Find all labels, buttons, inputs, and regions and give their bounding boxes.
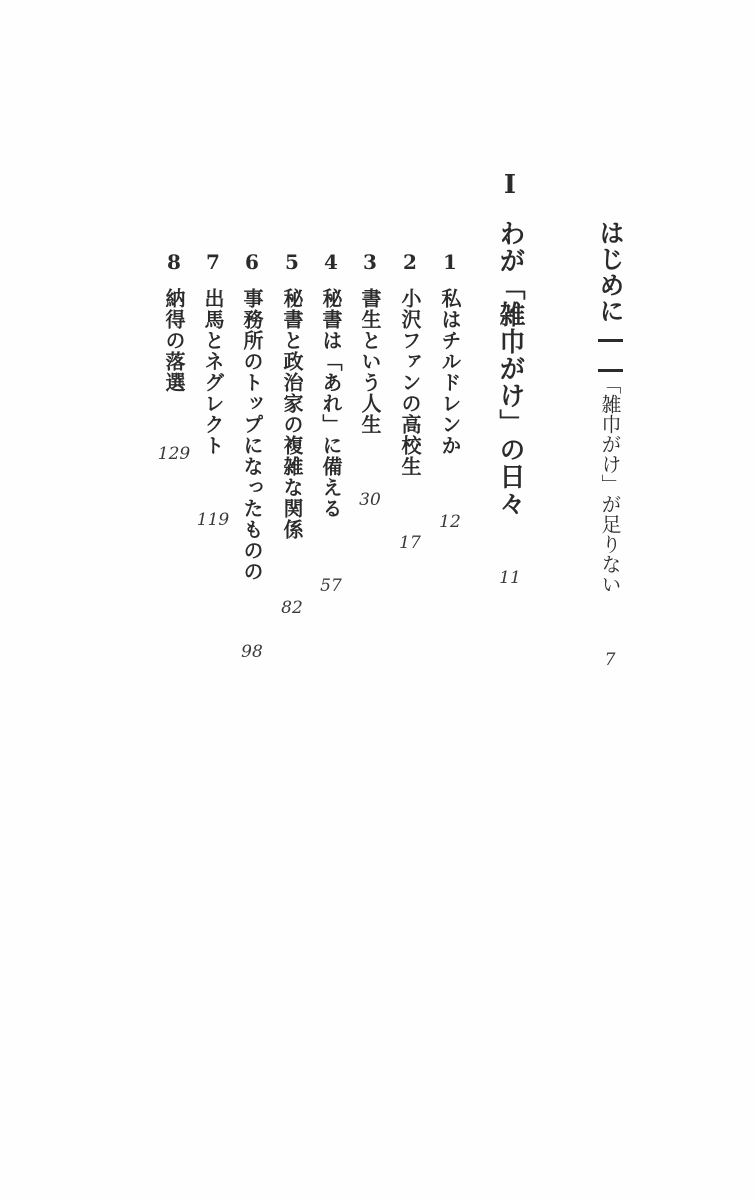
chapter-page-number: 12 xyxy=(439,512,461,532)
chapter-title: 事務所のトップになったものの xyxy=(240,288,264,582)
chapter-number: 7 xyxy=(206,250,220,274)
part-page-number: 11 xyxy=(499,568,521,588)
chapter-number: 5 xyxy=(285,250,299,274)
chapter-number: 8 xyxy=(167,250,181,274)
chapter-page-number: 17 xyxy=(399,533,421,553)
chapter-page-number: 129 xyxy=(157,444,191,464)
toc-entry-part-1[interactable] xyxy=(490,170,530,600)
chapter-title: 秘書は「あれ」に備える xyxy=(319,288,343,519)
toc-entry-chapter-7[interactable] xyxy=(193,250,233,540)
intro-subtitle: 「雑巾がけ」が足りない xyxy=(598,374,622,594)
chapter-page-number: 30 xyxy=(359,490,381,510)
chapter-page-number: 82 xyxy=(281,598,303,618)
chapter-title: 出馬とネグレクト xyxy=(201,288,225,456)
chapter-number: 4 xyxy=(324,250,338,274)
chapter-number: 3 xyxy=(363,250,377,274)
chapter-page-number: 98 xyxy=(241,642,263,662)
part-label: Ⅰ xyxy=(503,170,517,200)
toc-entry-intro[interactable] xyxy=(590,220,630,680)
chapter-title: 納得の落選 xyxy=(162,288,186,393)
toc-entry-chapter-1[interactable] xyxy=(430,250,470,540)
toc-entry-chapter-8[interactable] xyxy=(154,250,194,470)
toc-entry-chapter-4[interactable] xyxy=(311,250,351,600)
intro-title: はじめに―― xyxy=(596,220,625,384)
part-title: わが「雑巾がけ」の日々 xyxy=(495,220,525,517)
chapter-page-number: 57 xyxy=(320,576,342,596)
chapter-title: 書生という人生 xyxy=(358,288,382,435)
chapter-number: 6 xyxy=(245,250,259,274)
toc-entry-chapter-6[interactable] xyxy=(232,250,272,670)
chapter-number: 2 xyxy=(403,250,417,274)
chapter-title: 私はチルドレンか xyxy=(438,288,462,456)
toc-entry-chapter-2[interactable] xyxy=(390,250,430,560)
chapter-number: 1 xyxy=(443,250,457,274)
chapter-title: 秘書と政治家の複雑な関係 xyxy=(280,288,304,540)
toc-entry-chapter-5[interactable] xyxy=(272,250,312,620)
intro-page-number: 7 xyxy=(604,650,616,670)
chapter-title: 小沢ファンの高校生 xyxy=(398,288,422,477)
chapter-page-number: 119 xyxy=(196,510,230,530)
toc-entry-chapter-3[interactable] xyxy=(350,250,390,520)
